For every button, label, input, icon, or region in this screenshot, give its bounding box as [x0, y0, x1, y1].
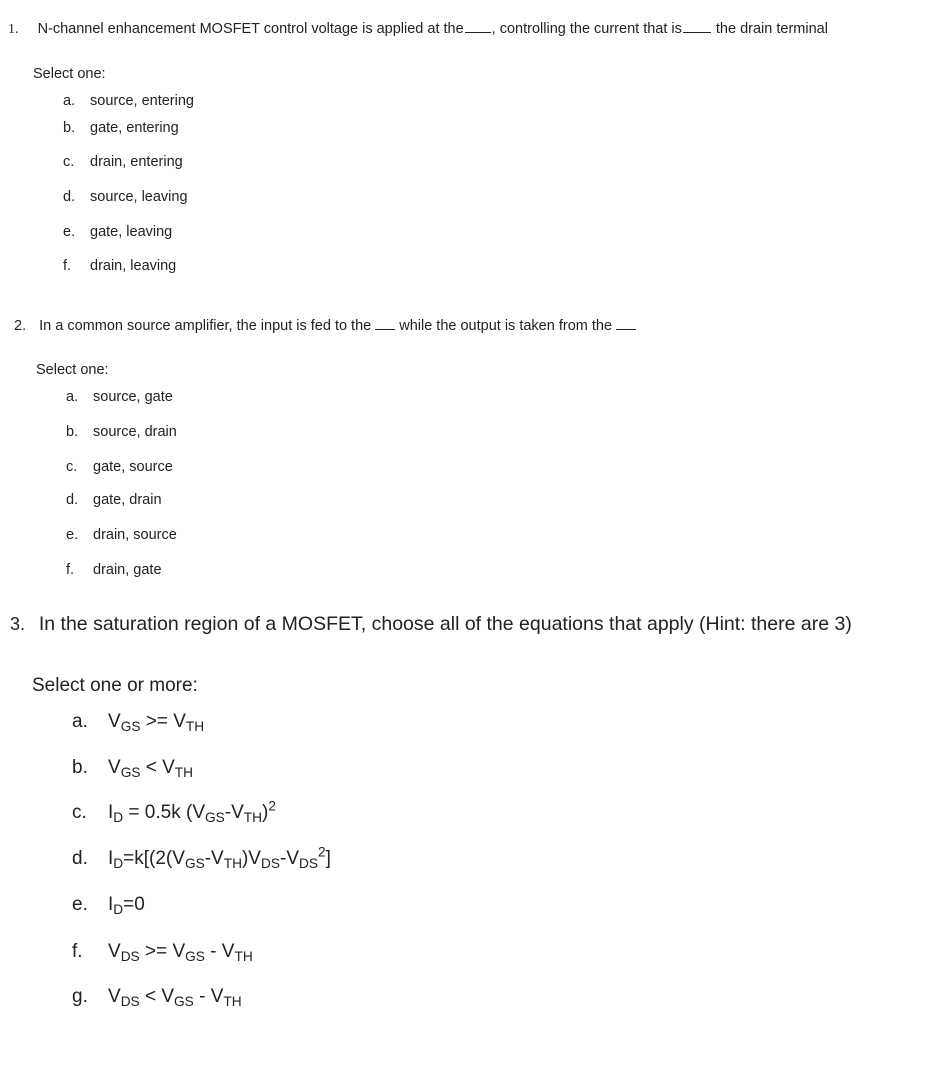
question-1-blank-2 — [683, 19, 711, 33]
question-3-option-f[interactable] — [72, 941, 253, 963]
question-2-option-f[interactable] — [66, 562, 162, 578]
option-letter: d. — [63, 189, 76, 205]
option-letter: f. — [63, 258, 72, 274]
option-letter: b. — [72, 757, 88, 778]
question-3-option-g[interactable] — [72, 986, 242, 1008]
option-text: gate, leaving — [90, 224, 173, 240]
question-3-text: In the saturation region of a MOSFET, choose all of the equations that apply (Hint: there are 3) — [38, 613, 852, 635]
question-2-option-c[interactable] — [66, 459, 173, 475]
question-1-blank-1 — [465, 19, 491, 33]
question-2-blank-1 — [375, 316, 395, 330]
question-3-option-a[interactable] — [72, 711, 204, 733]
question-2-select-label: Select one: — [36, 362, 109, 378]
option-letter: g. — [72, 986, 88, 1007]
option-text: drain, leaving — [90, 258, 177, 274]
question-1-text-part3: the drain terminal — [715, 21, 828, 38]
question-3-number: 3. — [10, 614, 26, 634]
option-text: source, entering — [90, 93, 194, 109]
question-3-select-label: Select one or more: — [32, 675, 198, 696]
option-text: source, leaving — [90, 189, 188, 205]
equation: $V_{GS} >= V_{TH}$ — [108, 711, 205, 734]
option-letter: d. — [72, 848, 88, 869]
question-2-option-e[interactable] — [66, 527, 177, 543]
option-text: drain, source — [93, 527, 177, 543]
question-3-option-e[interactable] — [72, 894, 145, 916]
question-1-number: 1. — [8, 22, 19, 38]
option-letter: e. — [66, 527, 79, 543]
equation: $I_D = 0.5k$ $(V_{GS}-V_{TH})^2$ — [108, 798, 276, 825]
option-letter: a. — [66, 389, 79, 405]
option-text: gate, source — [93, 459, 173, 475]
question-2-blank-2 — [616, 316, 636, 330]
question-1-option-a[interactable] — [63, 93, 194, 109]
equation: $V_{DS} >= V_{GS} - V_{TH}$ — [108, 941, 253, 964]
question-3-option-c[interactable] — [72, 798, 276, 825]
equation: $V_{DS} < V_{GS} - V_{TH}$ — [108, 986, 242, 1009]
question-2-stem — [14, 316, 637, 334]
option-text: source, gate — [93, 389, 173, 405]
question-1-option-d[interactable] — [63, 189, 188, 205]
option-text: gate, entering — [90, 120, 179, 136]
question-1-stem — [8, 19, 828, 38]
question-3-option-d[interactable] — [72, 844, 331, 871]
option-letter: b. — [63, 120, 76, 136]
question-1-text-part2: , controlling the current that is — [491, 21, 682, 38]
option-letter: d. — [66, 492, 79, 508]
question-2-text-part2: while the output is taken from the — [399, 318, 613, 335]
question-2-option-a[interactable] — [66, 389, 173, 405]
option-letter: e. — [63, 224, 76, 240]
option-letter: c. — [72, 802, 87, 823]
question-1-select-label: Select one: — [33, 66, 106, 82]
option-letter: b. — [66, 424, 79, 440]
question-1-option-b[interactable] — [63, 120, 179, 136]
question-2-option-b[interactable] — [66, 424, 177, 440]
option-text: drain, gate — [93, 562, 162, 578]
equation: $I_D=0$ — [108, 894, 145, 917]
option-letter: c. — [63, 154, 75, 170]
question-2-number: 2. — [14, 318, 27, 335]
option-letter: a. — [72, 711, 88, 732]
option-letter: f. — [72, 941, 83, 962]
question-1-option-f[interactable] — [63, 258, 176, 274]
option-text: source, drain — [93, 424, 177, 440]
option-text: drain, entering — [90, 154, 183, 170]
equation: $V_{GS} < V_{TH}$ — [108, 757, 194, 780]
option-letter: e. — [72, 894, 88, 915]
question-3-stem — [10, 613, 852, 636]
question-1-option-e[interactable] — [63, 224, 172, 240]
question-1-text-part1: N-channel enhancement MOSFET control voltage is applied at the — [37, 21, 464, 38]
question-2-text-part1: In a common source amplifier, the input is fed to the — [39, 318, 372, 335]
question-3-option-b[interactable] — [72, 757, 193, 779]
question-1-option-c[interactable] — [63, 154, 183, 170]
question-2-option-d[interactable] — [66, 492, 162, 508]
option-letter: c. — [66, 459, 78, 475]
option-text: gate, drain — [93, 492, 162, 508]
option-letter: f. — [66, 562, 75, 578]
option-letter: a. — [63, 93, 76, 109]
equation: $I_D=k[(2(V_{GS}-V_{TH})V_{DS}-V_{DS}^2]$ — [108, 844, 331, 871]
